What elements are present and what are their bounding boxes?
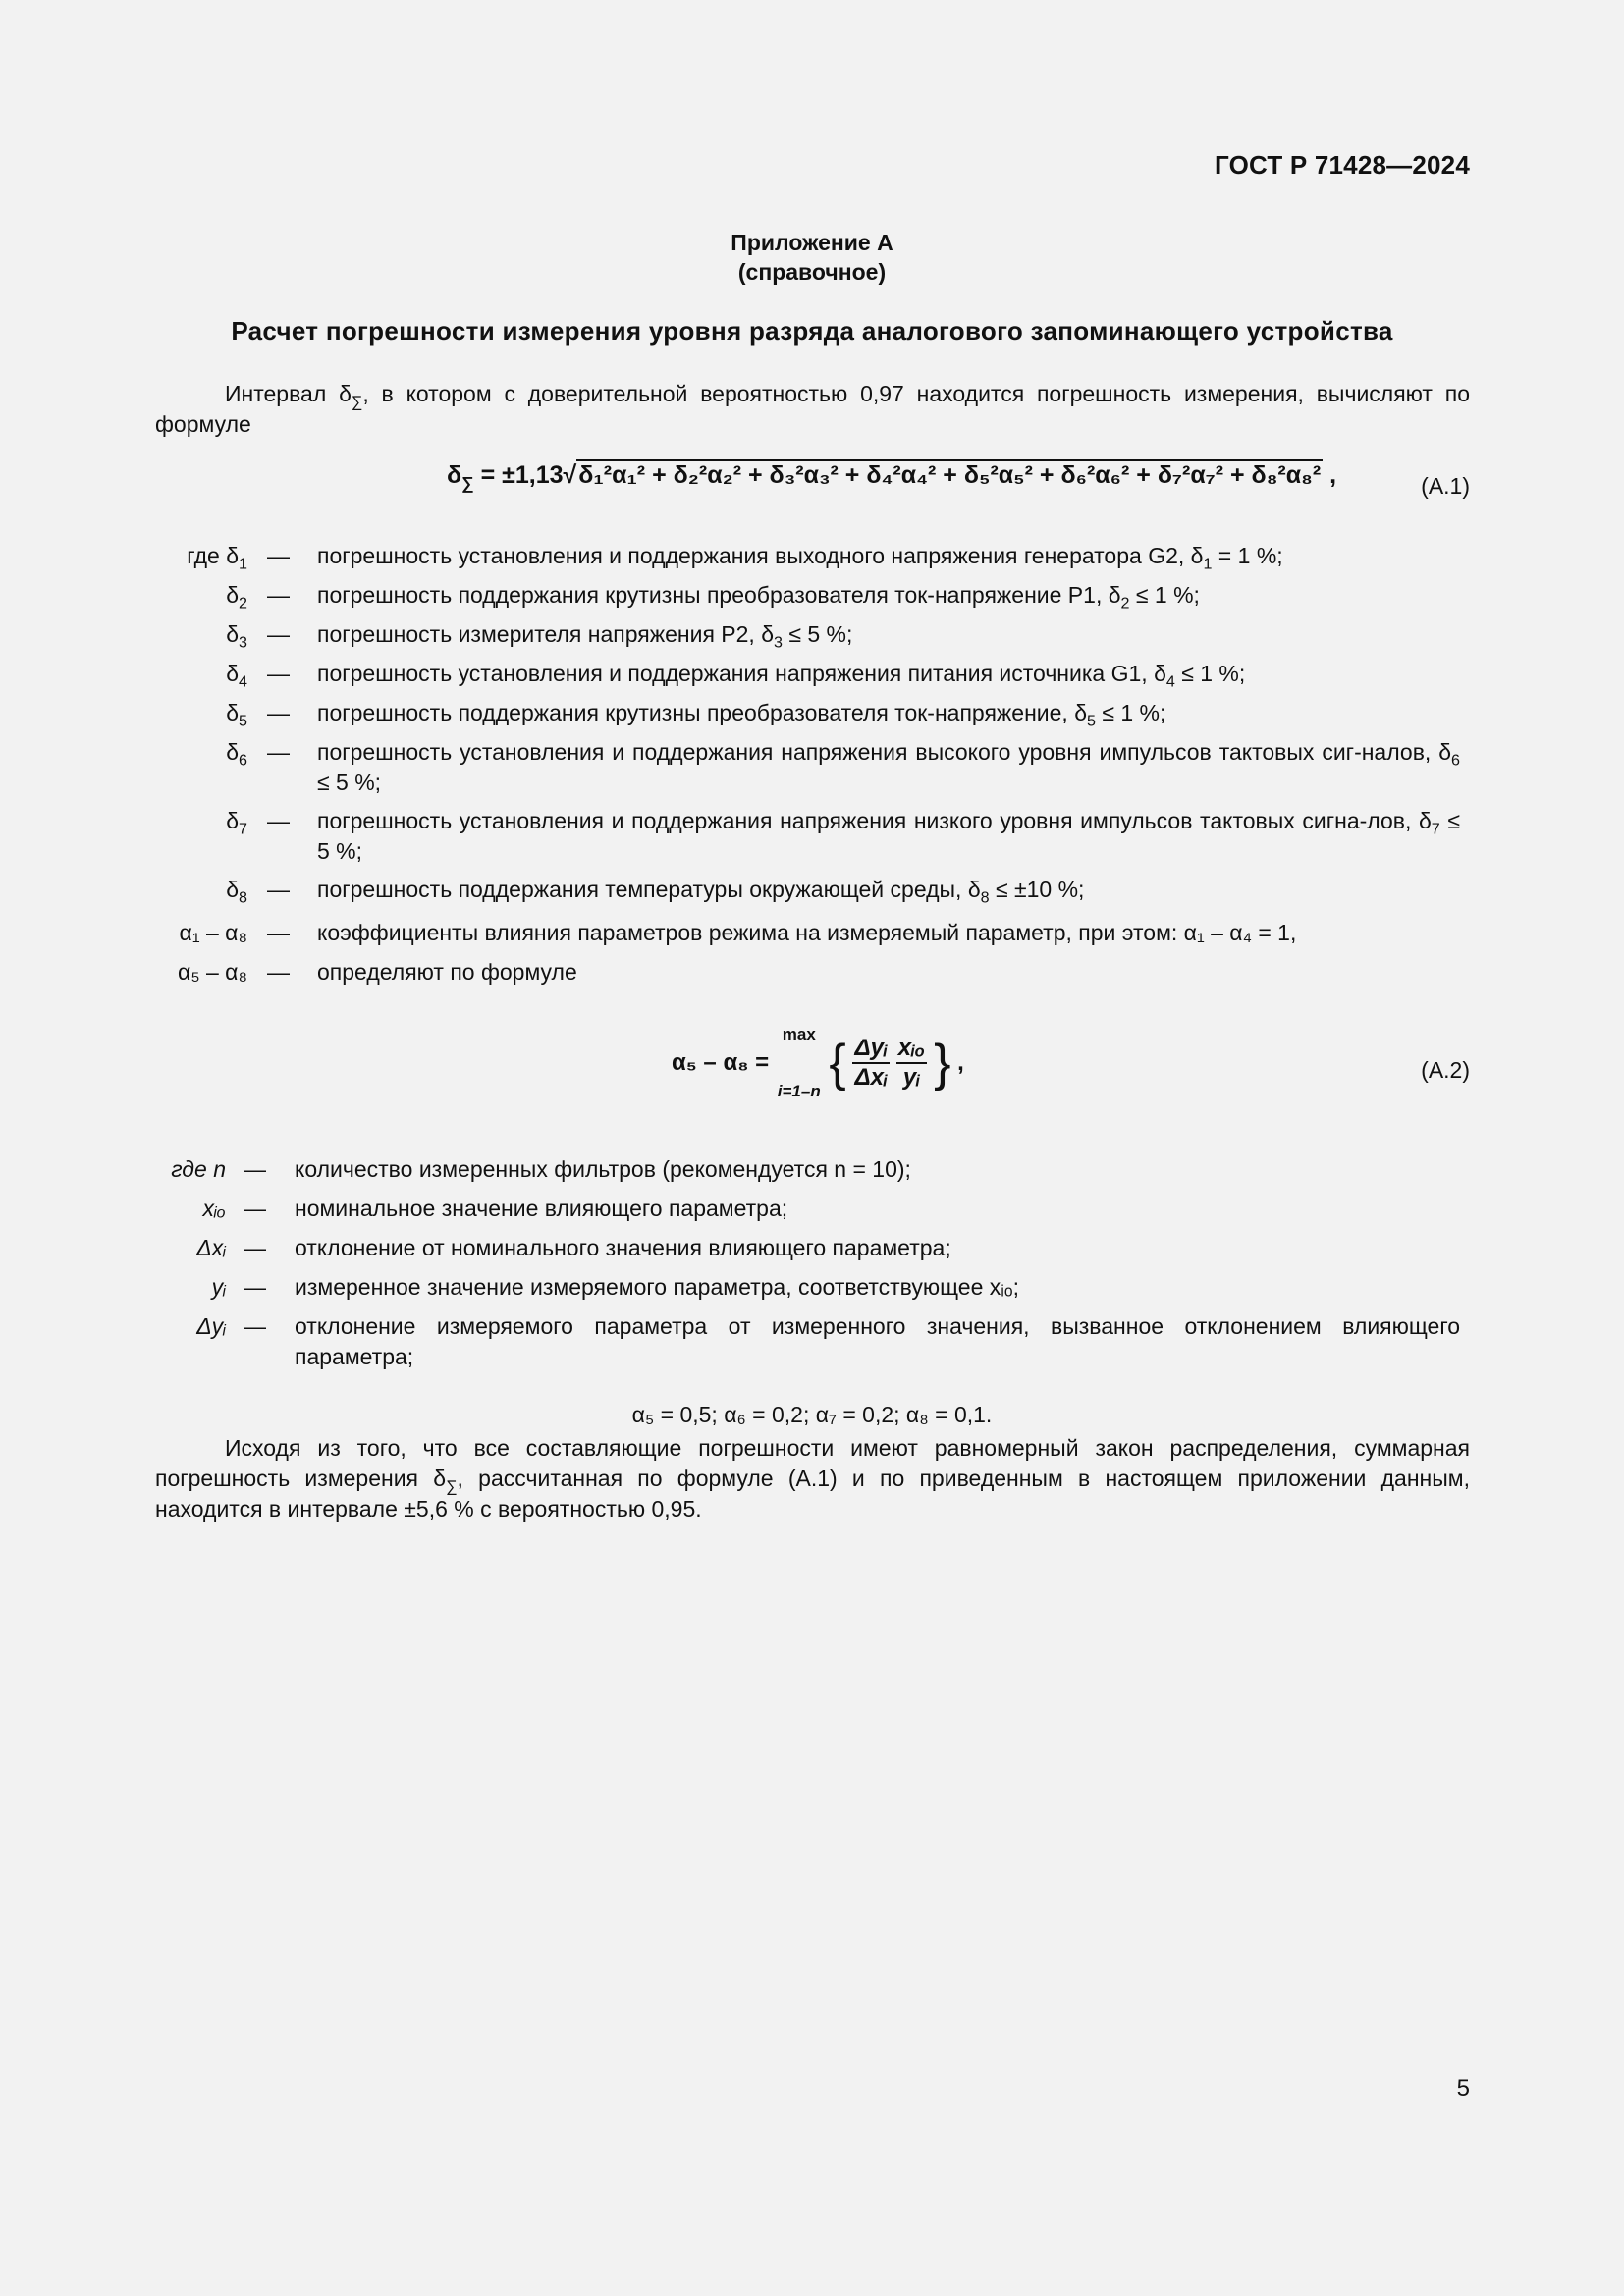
intro-paragraph: Интервал $\delta_\sum$, в котором с доверительной вероятностью 0,97 находится погрешность измерения, вычисляют по формуле [155, 381, 1470, 437]
max-operator: max i=1–n [777, 1025, 821, 1100]
page-number: 5 [1456, 2075, 1470, 2102]
variable-description: погрешность поддержания температуры окружающей среды, $\delta_8 \le \pm 10$ %; [317, 877, 1085, 907]
variable-symbol: $\delta_7$ [226, 808, 247, 838]
formula-a2-number: (A.2) [1421, 1057, 1470, 1083]
variable-description: определяют по формуле [317, 959, 577, 985]
variable-description: погрешность установления и поддержания напряжения низкого уровня импульсов тактовых сигна-лов, $\delta_7 \le 5$ %; [317, 808, 1460, 864]
em-dash: — [267, 582, 290, 608]
fraction-dy-dx: Δyᵢ Δxᵢ [854, 1035, 889, 1091]
conclusion-paragraph: Исходя из того, что все составляющие погрешности имеют равномерный закон распределения, суммарная погрешность измерения $\delta_\sum$, рассчитанная по формуле (А.1) и по приведенным в настоящем приложении данным, находится в интервале ±5,6 % с вероятностью 0,95. [155, 1435, 1470, 1522]
formula-a1-number: (A.1) [1421, 473, 1470, 499]
radicand-term: δ₈²α₈² [1251, 461, 1322, 489]
variable-description: погрешность измерителя напряжения Р2, $\delta_3 \le 5$ %; [317, 621, 853, 652]
em-dash: — [267, 661, 290, 686]
variable-symbol: $\delta_4$ [226, 661, 247, 691]
section-title: Расчет погрешности измерения уровня разряда аналогового запоминающего устройства [231, 316, 1393, 346]
variable-description: отклонение от номинального значения влияющего параметра; [295, 1235, 951, 1260]
sqrt-sign-icon: √ [563, 461, 577, 489]
variable-description: погрешность установления и поддержания напряжения высокого уровня импульсов тактовых сиг-налов, $\delta_6 \le 5$ %; [317, 739, 1460, 795]
em-dash: — [267, 700, 290, 725]
formula-a1-radicand: δ₁²α₁² + δ₂²α₂² + δ₃²α₃² + δ₄²α₄² + δ₅²α₅² + δ₆²α₆² + δ₇²α₇² + δ₈²α₈² [578, 461, 1322, 489]
em-dash: — [244, 1235, 266, 1260]
radicand-term: δ₃²α₃² [769, 461, 839, 489]
variable-description: измеренное значение измеряемого параметра, соответствующее xᵢₒ; [295, 1274, 1019, 1300]
em-dash: — [267, 959, 290, 985]
em-dash: — [244, 1156, 266, 1182]
variable-description: отклонение измеряемого параметра от измеренного значения, вызванное отклонением влияющего параметра; [295, 1313, 1460, 1369]
alpha-values-line: α₅ = 0,5; α₆ = 0,2; α₇ = 0,2; α₈ = 0,1. [631, 1402, 993, 1427]
variable-symbol: $\delta_8$ [226, 877, 247, 907]
radicand-term: δ₁²α₁² [578, 461, 646, 489]
radicand-term: δ₂²α₂² [673, 461, 742, 489]
variable-symbol: где n [171, 1156, 226, 1182]
variable-symbol: $\delta_3$ [226, 621, 247, 652]
radicand-term: δ₄²α₄² [866, 461, 937, 489]
variable-symbol: Δyᵢ [196, 1313, 226, 1339]
radicand-term: δ₇²α₇² [1157, 461, 1224, 489]
radicand-term: δ₅²α₅² [963, 461, 1033, 489]
variable-symbol: $\delta_5$ [226, 700, 247, 730]
variable-symbol: $\delta_6$ [226, 739, 247, 770]
variable-symbol: α₅ – α₈ [178, 959, 247, 985]
fraction-xio-yi: xᵢₒ yᵢ [897, 1035, 926, 1091]
radicand-term: δ₆²α₆² [1060, 461, 1130, 489]
document-code: ГОСТ Р 71428—2024 [1215, 150, 1470, 180]
annex-heading [0, 228, 1624, 287]
formula-a2-lhs: α₅ – α₈ = [672, 1049, 770, 1076]
variable-symbol: xᵢₒ [202, 1196, 226, 1221]
em-dash: — [244, 1313, 266, 1339]
variable-symbol: yᵢ [211, 1274, 226, 1300]
em-dash: — [267, 877, 290, 902]
em-dash: — [267, 543, 290, 568]
formula-a2: α₅ – α₈ = max i=1–n { Δyᵢ Δxᵢ xᵢₒ yᵢ } , [672, 1025, 964, 1100]
variable-description: коэффициенты влияния параметров режима на измеряемый параметр, при этом: α₁ – α₄ = 1, [317, 920, 1297, 945]
variable-symbol: $\delta_2$ [226, 582, 247, 613]
variable-description: погрешность установления и поддержания выходного напряжения генератора G2, $\delta_1 = 1$ %; [317, 543, 1283, 573]
variable-description: погрешность установления и поддержания напряжения питания источника G1, $\delta_4 \le 1$ %; [317, 661, 1246, 691]
variable-description: номинальное значение влияющего параметра; [295, 1196, 788, 1221]
formula-a1-lhs: $\delta_\sum$ [447, 461, 474, 494]
variable-description: погрешность поддержания крутизны преобразователя ток-напряжение, $\delta_5 \le 1$ %; [317, 700, 1166, 730]
annex-title: Приложение А [731, 230, 893, 255]
right-brace-icon: } [934, 1035, 951, 1092]
left-brace-icon: { [829, 1035, 846, 1092]
variable-description: погрешность поддержания крутизны преобразователя ток-напряжение Р1, $\delta_2 \le 1$ %; [317, 582, 1200, 613]
variable-symbol: α₁ – α₈ [179, 920, 247, 945]
variable-symbol: Δxᵢ [196, 1235, 226, 1260]
variable-symbol: где $\delta_1$ [187, 543, 247, 573]
em-dash: — [267, 621, 290, 647]
em-dash: — [267, 920, 290, 945]
em-dash: — [244, 1196, 266, 1221]
annex-subtitle: (справочное) [737, 259, 887, 285]
variable-description: количество измеренных фильтров (рекомендуется n = 10); [295, 1156, 911, 1182]
formula-a1: $\delta_\sum = \pm 1,13√\delta_1^2\alpha_1^2 + \delta_2^2\alpha_2^2 + \delta_3^2\alpha_3^2 + \delta_4^2\alpha_4^2 + \delta_5^2\alpha_5^2 + \delta_6^2\alpha_6^2 + \delta_7^2\alpha_7^2 + \delta_8^2\alpha_8^2$ , [447, 461, 1337, 494]
em-dash: — [267, 739, 290, 765]
em-dash: — [244, 1274, 266, 1300]
em-dash: — [267, 808, 290, 833]
